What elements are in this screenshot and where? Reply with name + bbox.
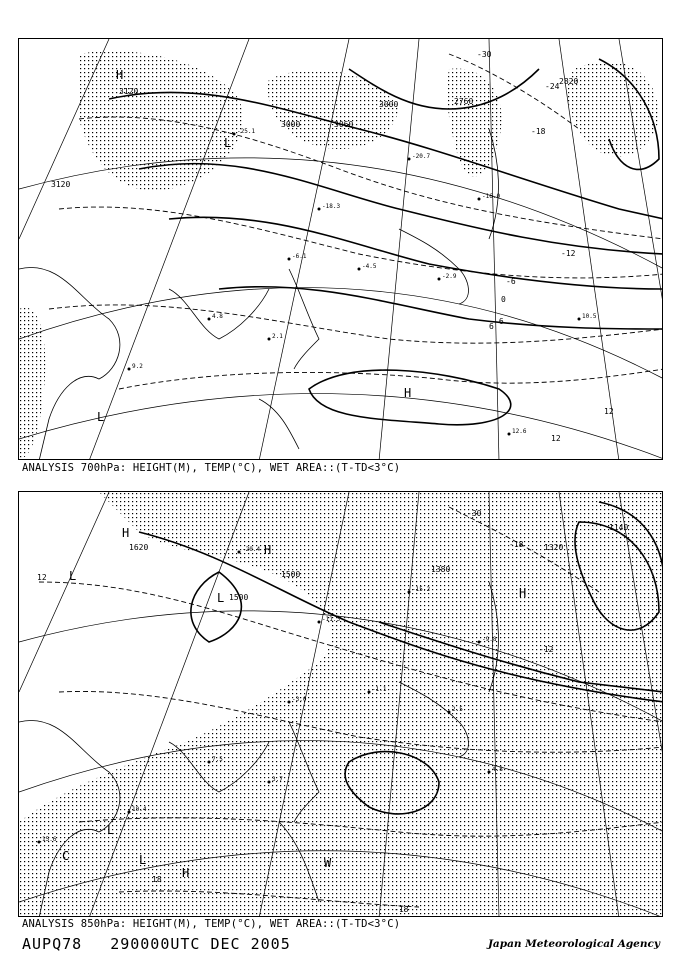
temp-label: -24 xyxy=(545,82,560,91)
svg-text:10.5: 10.5 xyxy=(582,313,597,320)
temp-label: -18 xyxy=(394,905,409,914)
cold-center: C xyxy=(62,849,70,863)
temp-label: 6 xyxy=(489,322,494,331)
low-center: L xyxy=(139,853,147,867)
high-center: H xyxy=(264,543,272,557)
svg-text:-16.0: -16.0 xyxy=(482,193,501,200)
temp-label: 12 xyxy=(551,434,561,443)
svg-text:-20.7: -20.7 xyxy=(412,153,431,160)
height-label: 3120 xyxy=(119,87,139,96)
svg-text:4.8: 4.8 xyxy=(492,766,503,773)
svg-text:-4.5: -4.5 xyxy=(362,263,377,270)
map-700hpa-canvas xyxy=(19,39,663,460)
product-code: AUPQ78 xyxy=(22,935,83,953)
svg-text:-6.1: -6.1 xyxy=(292,253,307,260)
temp-label: -30 xyxy=(467,509,482,518)
temp-label: 12 xyxy=(37,573,47,582)
high-center: H xyxy=(519,586,527,600)
svg-text:-11.3: -11.3 xyxy=(322,616,341,623)
svg-text:4.8: 4.8 xyxy=(212,313,223,320)
svg-text:-9.8: -9.8 xyxy=(482,636,497,643)
height-label: 3060 xyxy=(334,120,354,129)
temp-label: 0 xyxy=(501,295,506,304)
coastlines-700 xyxy=(19,129,501,460)
svg-text:-18.3: -18.3 xyxy=(322,203,341,210)
temp-label: -12 xyxy=(561,249,576,258)
temp-label: -30 xyxy=(477,50,492,59)
height-label: 2820 xyxy=(559,77,579,86)
wet-area-850 xyxy=(19,492,663,917)
height-label: 3000 xyxy=(281,120,301,129)
temp-label: -18 xyxy=(531,127,546,136)
product-header xyxy=(22,935,319,953)
svg-text:15.6: 15.6 xyxy=(42,836,57,843)
map-850hpa-canvas xyxy=(19,492,663,917)
height-label: 2760 xyxy=(454,97,474,106)
svg-text:2.1: 2.1 xyxy=(272,333,283,340)
svg-text:2.5: 2.5 xyxy=(452,706,463,713)
map-700hpa xyxy=(18,38,663,460)
low-center: L xyxy=(69,569,77,583)
temp-label: -18 xyxy=(509,540,524,549)
caption-850hpa: ANALYSIS 850hPa: HEIGHT(M), TEMP(°C), WET AREA::(T-TD<3°C) xyxy=(22,918,401,930)
temp-label: -6 xyxy=(494,317,504,326)
height-label: 1620 xyxy=(129,543,149,552)
svg-text:-3.0: -3.0 xyxy=(292,696,307,703)
high-center: H xyxy=(404,386,412,400)
map-850hpa xyxy=(18,491,663,917)
temp-label: -6 xyxy=(506,277,516,286)
low-center: L xyxy=(217,591,225,605)
svg-text:-20.4: -20.4 xyxy=(242,546,261,553)
warm-center: W xyxy=(324,856,332,870)
low-center: L xyxy=(97,410,105,424)
valid-time: 290000UTC DEC 2005 xyxy=(110,935,291,953)
height-label: 1320 xyxy=(544,543,564,552)
svg-text:9.2: 9.2 xyxy=(132,363,143,370)
low-center: L xyxy=(107,823,115,837)
temp-label: -12 xyxy=(539,645,554,654)
low-center: L xyxy=(224,136,232,150)
temp-label: 12 xyxy=(604,407,614,416)
height-label: 1500 xyxy=(281,570,301,579)
height-label: 1140 xyxy=(609,523,629,532)
temp-label: 18 xyxy=(152,875,162,884)
svg-text:-15.2: -15.2 xyxy=(412,586,431,593)
svg-text:-1.1: -1.1 xyxy=(372,686,387,693)
agency-name: Japan Meteorological Agency xyxy=(487,938,660,950)
high-center: H xyxy=(122,526,130,540)
high-center: H xyxy=(116,68,124,82)
svg-text:12.6: 12.6 xyxy=(512,428,527,435)
svg-text:10.4: 10.4 xyxy=(132,806,147,813)
svg-text:-2.9: -2.9 xyxy=(442,273,457,280)
height-label: 3000 xyxy=(379,100,399,109)
caption-700hpa: ANALYSIS 700hPa: HEIGHT(M), TEMP(°C), WET AREA::(T-TD<3°C) xyxy=(22,462,401,474)
svg-text:3.7: 3.7 xyxy=(272,776,283,783)
svg-text:7.5: 7.5 xyxy=(212,756,223,763)
height-label: 3120 xyxy=(51,180,71,189)
height-label: 1380 xyxy=(431,565,451,574)
svg-text:-25.1: -25.1 xyxy=(237,128,256,135)
height-label: 1500 xyxy=(229,593,249,602)
high-center: H xyxy=(182,866,190,880)
